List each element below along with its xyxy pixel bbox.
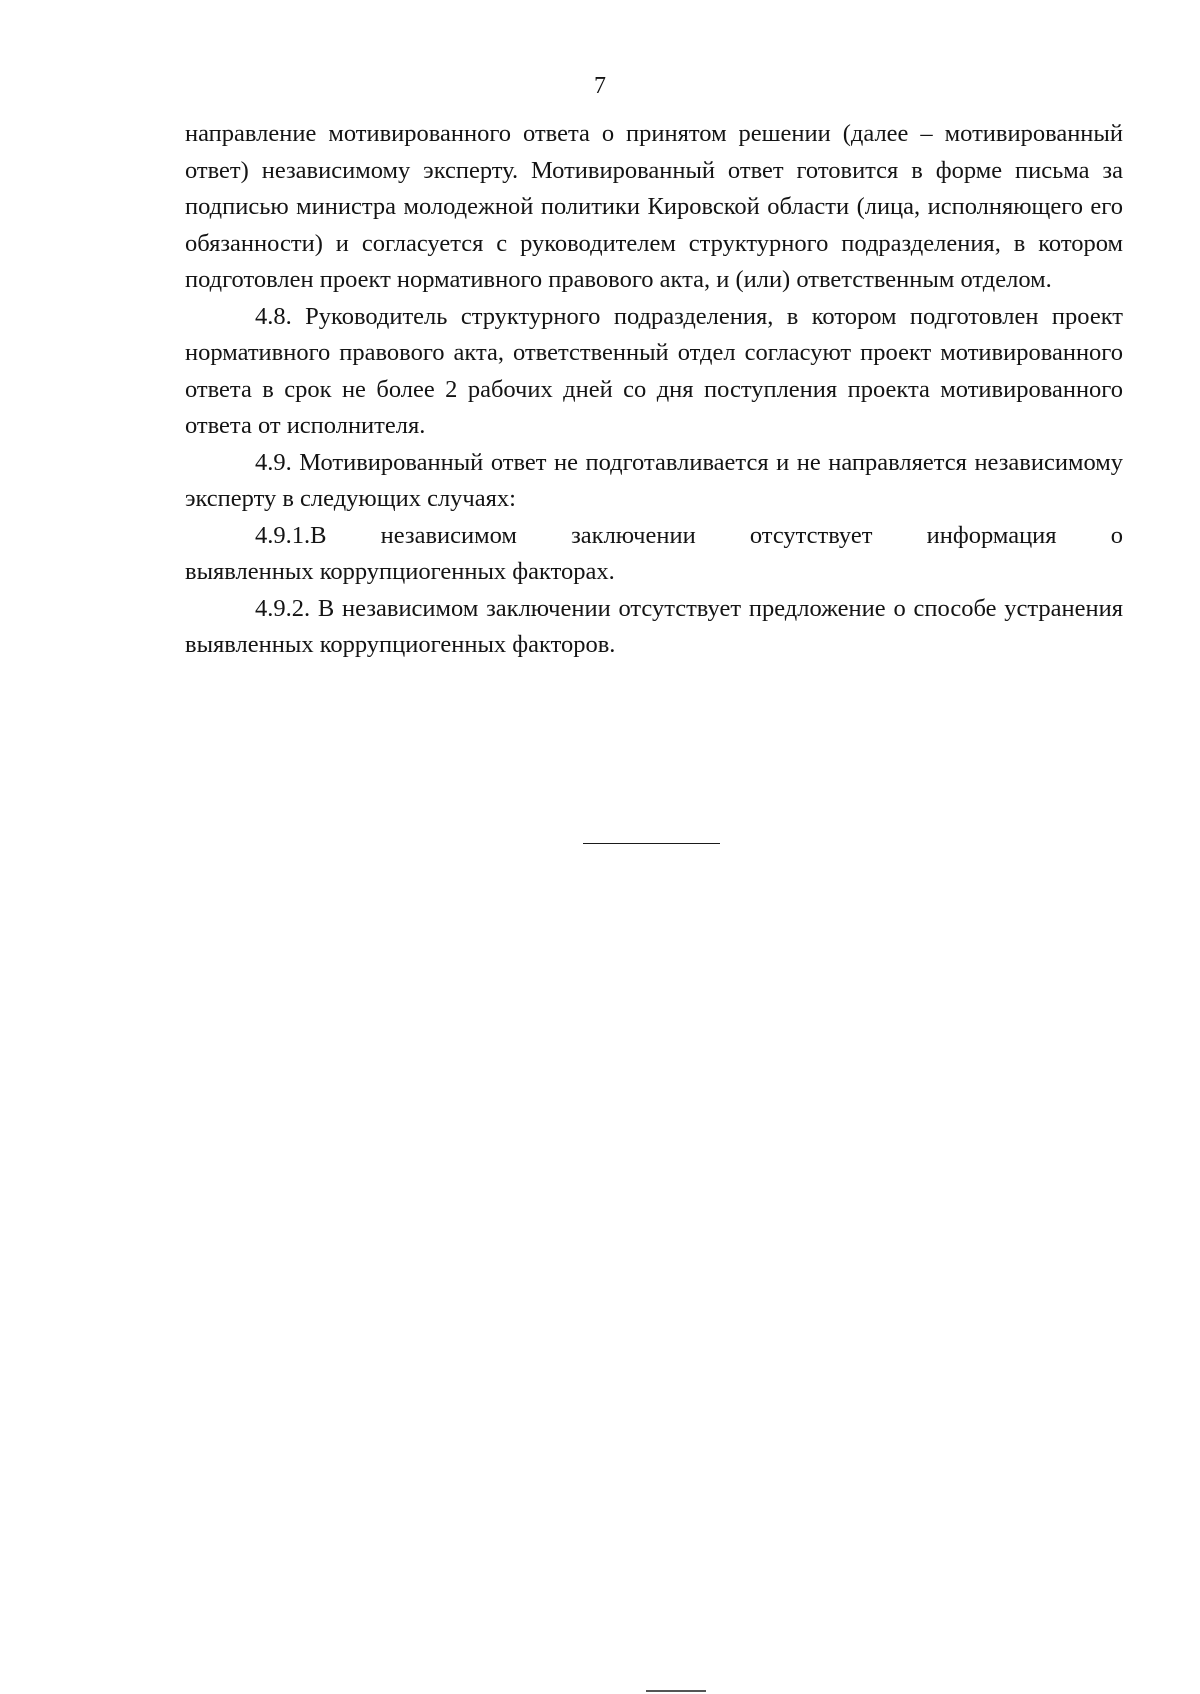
paragraph-4-9: 4.9. Мотивированный ответ не подготавливается и не направляется независимому эксперту в следующих случаях: <box>185 448 1123 512</box>
paragraph-4-9-1-line-2: выявленных коррупциогенных факторах. <box>185 558 615 585</box>
paragraph-4-9-2: 4.9.2. В независимом заключении отсутствует предложение о способе устранения выявленных коррупциогенных факторов. <box>185 594 1123 658</box>
page-number: 7 <box>594 73 606 99</box>
scan-edge-mark <box>646 1690 706 1692</box>
paragraph-4-8: 4.8. Руководитель структурного подразделения, в котором подготовлен проект нормативного правового акта, ответственный отдел согласуют проект мотивированного ответа в срок не более 2 рабочих дней со дня поступления проекта мотивированного ответа от исполнителя. <box>185 302 1123 439</box>
paragraph-continuation: направление мотивированного ответа о принятом решении (далее – мотивированный ответ) независимому эксперту. Мотивированный ответ готовится в форме письма за подписью министра молодежной политики Кировской области (лица, исполняющего его обязанности) и согласуется с руководителем структурного подразделения, в котором подготовлен проект нормативного правового акта, и (или) ответственным отделом. <box>185 120 1123 293</box>
end-of-text-rule <box>583 843 720 844</box>
document-body <box>185 116 1123 664</box>
paragraph-4-9-1-line-1: 4.9.1.В независимом заключении отсутствует информация о <box>255 521 1123 549</box>
